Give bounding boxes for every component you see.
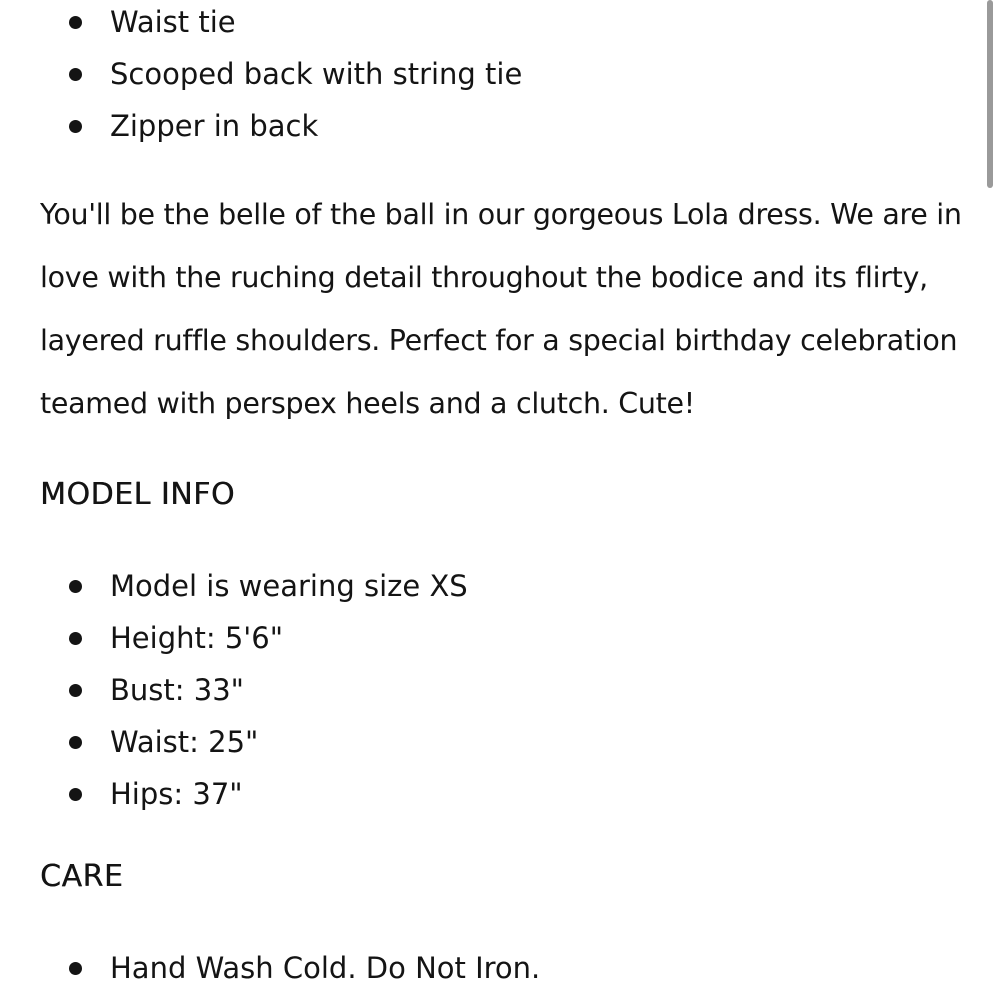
list-item-text: Bust: 33" <box>110 673 244 707</box>
list-item <box>40 616 468 668</box>
bullet-icon <box>69 684 82 697</box>
list-item <box>40 720 468 772</box>
scrollbar[interactable] <box>987 0 993 188</box>
list-item <box>40 946 540 998</box>
list-item-text: Height: 5'6" <box>110 621 284 655</box>
list-item <box>40 52 522 104</box>
list-item-text: Waist tie <box>110 5 236 39</box>
list-item-text: Scooped back with string tie <box>110 57 523 91</box>
bullet-icon <box>69 962 82 975</box>
bullet-icon <box>69 632 82 645</box>
bullet-icon <box>69 580 82 593</box>
bullet-icon <box>69 16 82 29</box>
list-item <box>40 0 522 52</box>
list-item <box>40 564 468 616</box>
list-item-text: Zipper in back <box>110 109 319 143</box>
list-item-text: Hips: 37" <box>110 777 243 811</box>
features-list <box>40 0 522 156</box>
model-info-heading: MODEL INFO <box>40 477 235 512</box>
care-heading: CARE <box>40 859 124 894</box>
bullet-icon <box>69 788 82 801</box>
list-item-text: Model is wearing size XS <box>110 569 468 603</box>
bullet-icon <box>69 736 82 749</box>
care-list <box>40 946 540 998</box>
model-info-list <box>40 564 468 824</box>
bullet-icon <box>69 120 82 133</box>
list-item <box>40 668 468 720</box>
list-item-text: Waist: 25" <box>110 725 259 759</box>
list-item <box>40 104 522 156</box>
list-item <box>40 772 468 824</box>
product-description: You'll be the belle of the ball in our gorgeous Lola dress. We are in love with the ruching detail throughout the bodice and its flirty, layered ruffle shoulders. Perfect for a special birthday celebration teamed with perspex heels and a clutch. Cute! <box>40 198 962 420</box>
bullet-icon <box>69 68 82 81</box>
list-item-text: Hand Wash Cold. Do Not Iron. <box>110 951 541 985</box>
